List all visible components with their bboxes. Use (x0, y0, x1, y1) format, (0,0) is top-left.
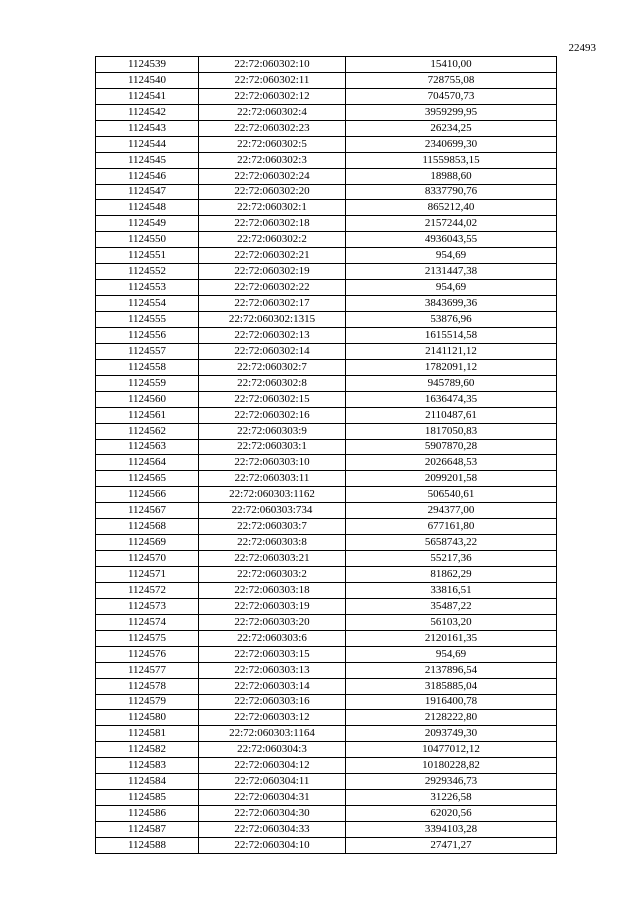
table-row (96, 375, 557, 391)
table-row (96, 837, 557, 853)
cadastral-number-cell: 22:72:060304:10 (199, 837, 346, 853)
table-row (96, 88, 557, 104)
cadastral-number-cell: 22:72:060303:10 (199, 455, 346, 471)
row-number-cell: 1124554 (96, 296, 199, 312)
cadastral-value-cell: 2157244,02 (346, 216, 557, 232)
cadastral-value-cell: 10180228,82 (346, 758, 557, 774)
table-row (96, 630, 557, 646)
cadastral-value-cell: 3394103,28 (346, 822, 557, 838)
table-row (96, 535, 557, 551)
row-number-cell: 1124569 (96, 535, 199, 551)
cadastral-value-cell: 704570,73 (346, 88, 557, 104)
table-row (96, 822, 557, 838)
table-row (96, 232, 557, 248)
row-number-cell: 1124570 (96, 551, 199, 567)
cadastral-number-cell: 22:72:060303:19 (199, 598, 346, 614)
cadastral-number-cell: 22:72:060304:30 (199, 806, 346, 822)
table-row (96, 710, 557, 726)
table-row (96, 327, 557, 343)
cadastral-value-cell: 294377,00 (346, 503, 557, 519)
cadastral-number-cell: 22:72:060303:14 (199, 678, 346, 694)
table-row (96, 407, 557, 423)
table-row (96, 694, 557, 710)
row-number-cell: 1124544 (96, 136, 199, 152)
cadastral-number-cell: 22:72:060302:23 (199, 120, 346, 136)
cadastral-value-cell: 1615514,58 (346, 327, 557, 343)
cadastral-value-cell: 954,69 (346, 248, 557, 264)
cadastral-number-cell: 22:72:060302:2 (199, 232, 346, 248)
table-row (96, 646, 557, 662)
cadastral-number-cell: 22:72:060303:21 (199, 551, 346, 567)
row-number-cell: 1124541 (96, 88, 199, 104)
cadastral-number-cell: 22:72:060303:1164 (199, 726, 346, 742)
row-number-cell: 1124579 (96, 694, 199, 710)
cadastral-number-cell: 22:72:060302:14 (199, 343, 346, 359)
table-row (96, 120, 557, 136)
cadastral-number-cell: 22:72:060302:7 (199, 359, 346, 375)
row-number-cell: 1124588 (96, 837, 199, 853)
table-row (96, 312, 557, 328)
row-number-cell: 1124581 (96, 726, 199, 742)
row-number-cell: 1124577 (96, 662, 199, 678)
cadastral-number-cell: 22:72:060302:5 (199, 136, 346, 152)
cadastral-number-cell: 22:72:060303:12 (199, 710, 346, 726)
table-row (96, 503, 557, 519)
row-number-cell: 1124576 (96, 646, 199, 662)
row-number-cell: 1124580 (96, 710, 199, 726)
cadastral-number-cell: 22:72:060302:1315 (199, 312, 346, 328)
row-number-cell: 1124549 (96, 216, 199, 232)
cadastral-value-cell: 1916400,78 (346, 694, 557, 710)
cadastral-value-cell: 55217,36 (346, 551, 557, 567)
table-row (96, 359, 557, 375)
table-row (96, 168, 557, 184)
table-row (96, 280, 557, 296)
row-number-cell: 1124555 (96, 312, 199, 328)
page-number: 22493 (568, 42, 596, 54)
cadastral-number-cell: 22:72:060302:20 (199, 184, 346, 200)
cadastral-number-cell: 22:72:060303:13 (199, 662, 346, 678)
cadastral-value-cell: 8337790,76 (346, 184, 557, 200)
cadastral-value-cell: 2340699,30 (346, 136, 557, 152)
cadastral-value-cell: 11559853,15 (346, 152, 557, 168)
cadastral-value-cell: 2141121,12 (346, 343, 557, 359)
row-number-cell: 1124571 (96, 567, 199, 583)
table-row (96, 57, 557, 73)
row-number-cell: 1124561 (96, 407, 199, 423)
cadastral-value-table (95, 56, 557, 854)
table-row (96, 726, 557, 742)
cadastral-number-cell: 22:72:060302:4 (199, 104, 346, 120)
row-number-cell: 1124585 (96, 790, 199, 806)
cadastral-value-cell: 27471,27 (346, 837, 557, 853)
cadastral-number-cell: 22:72:060303:15 (199, 646, 346, 662)
cadastral-number-cell: 22:72:060302:8 (199, 375, 346, 391)
cadastral-value-cell: 2026648,53 (346, 455, 557, 471)
row-number-cell: 1124545 (96, 152, 199, 168)
cadastral-number-cell: 22:72:060302:16 (199, 407, 346, 423)
row-number-cell: 1124546 (96, 168, 199, 184)
cadastral-value-cell: 53876,96 (346, 312, 557, 328)
cadastral-value-cell: 5907870,28 (346, 439, 557, 455)
cadastral-number-cell: 22:72:060304:3 (199, 742, 346, 758)
cadastral-value-cell: 2099201,58 (346, 471, 557, 487)
row-number-cell: 1124582 (96, 742, 199, 758)
cadastral-value-cell: 954,69 (346, 280, 557, 296)
cadastral-number-cell: 22:72:060302:21 (199, 248, 346, 264)
row-number-cell: 1124543 (96, 120, 199, 136)
row-number-cell: 1124566 (96, 487, 199, 503)
cadastral-value-cell: 506540,61 (346, 487, 557, 503)
cadastral-value-cell: 56103,20 (346, 614, 557, 630)
table-row (96, 790, 557, 806)
table-row (96, 184, 557, 200)
table-row (96, 439, 557, 455)
cadastral-number-cell: 22:72:060304:33 (199, 822, 346, 838)
table-row (96, 343, 557, 359)
cadastral-value-cell: 35487,22 (346, 598, 557, 614)
row-number-cell: 1124558 (96, 359, 199, 375)
table-row (96, 104, 557, 120)
row-number-cell: 1124556 (96, 327, 199, 343)
cadastral-number-cell: 22:72:060302:18 (199, 216, 346, 232)
row-number-cell: 1124557 (96, 343, 199, 359)
row-number-cell: 1124578 (96, 678, 199, 694)
row-number-cell: 1124542 (96, 104, 199, 120)
cadastral-number-cell: 22:72:060302:17 (199, 296, 346, 312)
table-row (96, 471, 557, 487)
row-number-cell: 1124587 (96, 822, 199, 838)
table-row (96, 200, 557, 216)
cadastral-value-cell: 2137896,54 (346, 662, 557, 678)
row-number-cell: 1124572 (96, 582, 199, 598)
row-number-cell: 1124547 (96, 184, 199, 200)
row-number-cell: 1124562 (96, 423, 199, 439)
cadastral-value-cell: 728755,08 (346, 72, 557, 88)
table-row (96, 598, 557, 614)
cadastral-number-cell: 22:72:060303:11 (199, 471, 346, 487)
cadastral-value-cell: 33816,51 (346, 582, 557, 598)
row-number-cell: 1124548 (96, 200, 199, 216)
table-row (96, 455, 557, 471)
table-row (96, 758, 557, 774)
cadastral-value-cell: 5658743,22 (346, 535, 557, 551)
cadastral-value-cell: 945789,60 (346, 375, 557, 391)
row-number-cell: 1124563 (96, 439, 199, 455)
table-row (96, 152, 557, 168)
cadastral-value-cell: 3959299,95 (346, 104, 557, 120)
cadastral-value-cell: 2128222,80 (346, 710, 557, 726)
row-number-cell: 1124573 (96, 598, 199, 614)
cadastral-number-cell: 22:72:060302:13 (199, 327, 346, 343)
table-row (96, 614, 557, 630)
cadastral-value-cell: 10477012,12 (346, 742, 557, 758)
cadastral-number-cell: 22:72:060302:22 (199, 280, 346, 296)
cadastral-number-cell: 22:72:060303:18 (199, 582, 346, 598)
table-row (96, 248, 557, 264)
row-number-cell: 1124550 (96, 232, 199, 248)
table-row (96, 551, 557, 567)
cadastral-value-cell: 865212,40 (346, 200, 557, 216)
table-row (96, 742, 557, 758)
row-number-cell: 1124565 (96, 471, 199, 487)
row-number-cell: 1124574 (96, 614, 199, 630)
row-number-cell: 1124551 (96, 248, 199, 264)
row-number-cell: 1124564 (96, 455, 199, 471)
cadastral-number-cell: 22:72:060302:1 (199, 200, 346, 216)
table-row (96, 391, 557, 407)
table-row (96, 136, 557, 152)
table-row (96, 678, 557, 694)
table-row (96, 487, 557, 503)
cadastral-value-cell: 15410,00 (346, 57, 557, 73)
table-row (96, 264, 557, 280)
cadastral-number-cell: 22:72:060303:2 (199, 567, 346, 583)
table-row (96, 296, 557, 312)
cadastral-value-cell: 26234,25 (346, 120, 557, 136)
cadastral-value-cell: 1817050,83 (346, 423, 557, 439)
cadastral-number-cell: 22:72:060303:6 (199, 630, 346, 646)
cadastral-value-cell: 954,69 (346, 646, 557, 662)
row-number-cell: 1124553 (96, 280, 199, 296)
row-number-cell: 1124567 (96, 503, 199, 519)
cadastral-number-cell: 22:72:060304:31 (199, 790, 346, 806)
cadastral-number-cell: 22:72:060302:19 (199, 264, 346, 280)
table-row (96, 662, 557, 678)
cadastral-value-cell: 2110487,61 (346, 407, 557, 423)
row-number-cell: 1124540 (96, 72, 199, 88)
table-row (96, 519, 557, 535)
table-row (96, 774, 557, 790)
cadastral-value-cell: 4936043,55 (346, 232, 557, 248)
row-number-cell: 1124552 (96, 264, 199, 280)
cadastral-value-cell: 62020,56 (346, 806, 557, 822)
cadastral-value-cell: 31226,58 (346, 790, 557, 806)
cadastral-value-cell: 2093749,30 (346, 726, 557, 742)
row-number-cell: 1124559 (96, 375, 199, 391)
row-number-cell: 1124583 (96, 758, 199, 774)
cadastral-number-cell: 22:72:060302:10 (199, 57, 346, 73)
cadastral-value-cell: 2131447,38 (346, 264, 557, 280)
row-number-cell: 1124560 (96, 391, 199, 407)
row-number-cell: 1124584 (96, 774, 199, 790)
cadastral-value-cell: 3185885,04 (346, 678, 557, 694)
cadastral-value-cell: 2120161,35 (346, 630, 557, 646)
cadastral-number-cell: 22:72:060303:7 (199, 519, 346, 535)
row-number-cell: 1124539 (96, 57, 199, 73)
row-number-cell: 1124568 (96, 519, 199, 535)
cadastral-value-cell: 18988,60 (346, 168, 557, 184)
cadastral-number-cell: 22:72:060303:16 (199, 694, 346, 710)
table-row (96, 216, 557, 232)
cadastral-number-cell: 22:72:060302:15 (199, 391, 346, 407)
cadastral-value-cell: 2929346,73 (346, 774, 557, 790)
cadastral-number-cell: 22:72:060302:11 (199, 72, 346, 88)
row-number-cell: 1124575 (96, 630, 199, 646)
cadastral-value-cell: 3843699,36 (346, 296, 557, 312)
cadastral-number-cell: 22:72:060303:734 (199, 503, 346, 519)
cadastral-number-cell: 22:72:060303:1162 (199, 487, 346, 503)
cadastral-number-cell: 22:72:060304:11 (199, 774, 346, 790)
cadastral-number-cell: 22:72:060302:24 (199, 168, 346, 184)
table-row (96, 72, 557, 88)
cadastral-value-cell: 1636474,35 (346, 391, 557, 407)
table-row (96, 806, 557, 822)
row-number-cell: 1124586 (96, 806, 199, 822)
cadastral-number-cell: 22:72:060303:1 (199, 439, 346, 455)
table-row (96, 423, 557, 439)
table-row (96, 582, 557, 598)
table-row (96, 567, 557, 583)
cadastral-number-cell: 22:72:060303:8 (199, 535, 346, 551)
cadastral-value-cell: 81862,29 (346, 567, 557, 583)
table-body (96, 57, 557, 854)
cadastral-number-cell: 22:72:060304:12 (199, 758, 346, 774)
cadastral-number-cell: 22:72:060303:9 (199, 423, 346, 439)
cadastral-number-cell: 22:72:060303:20 (199, 614, 346, 630)
cadastral-value-cell: 677161,80 (346, 519, 557, 535)
cadastral-number-cell: 22:72:060302:12 (199, 88, 346, 104)
cadastral-value-cell: 1782091,12 (346, 359, 557, 375)
cadastral-number-cell: 22:72:060302:3 (199, 152, 346, 168)
